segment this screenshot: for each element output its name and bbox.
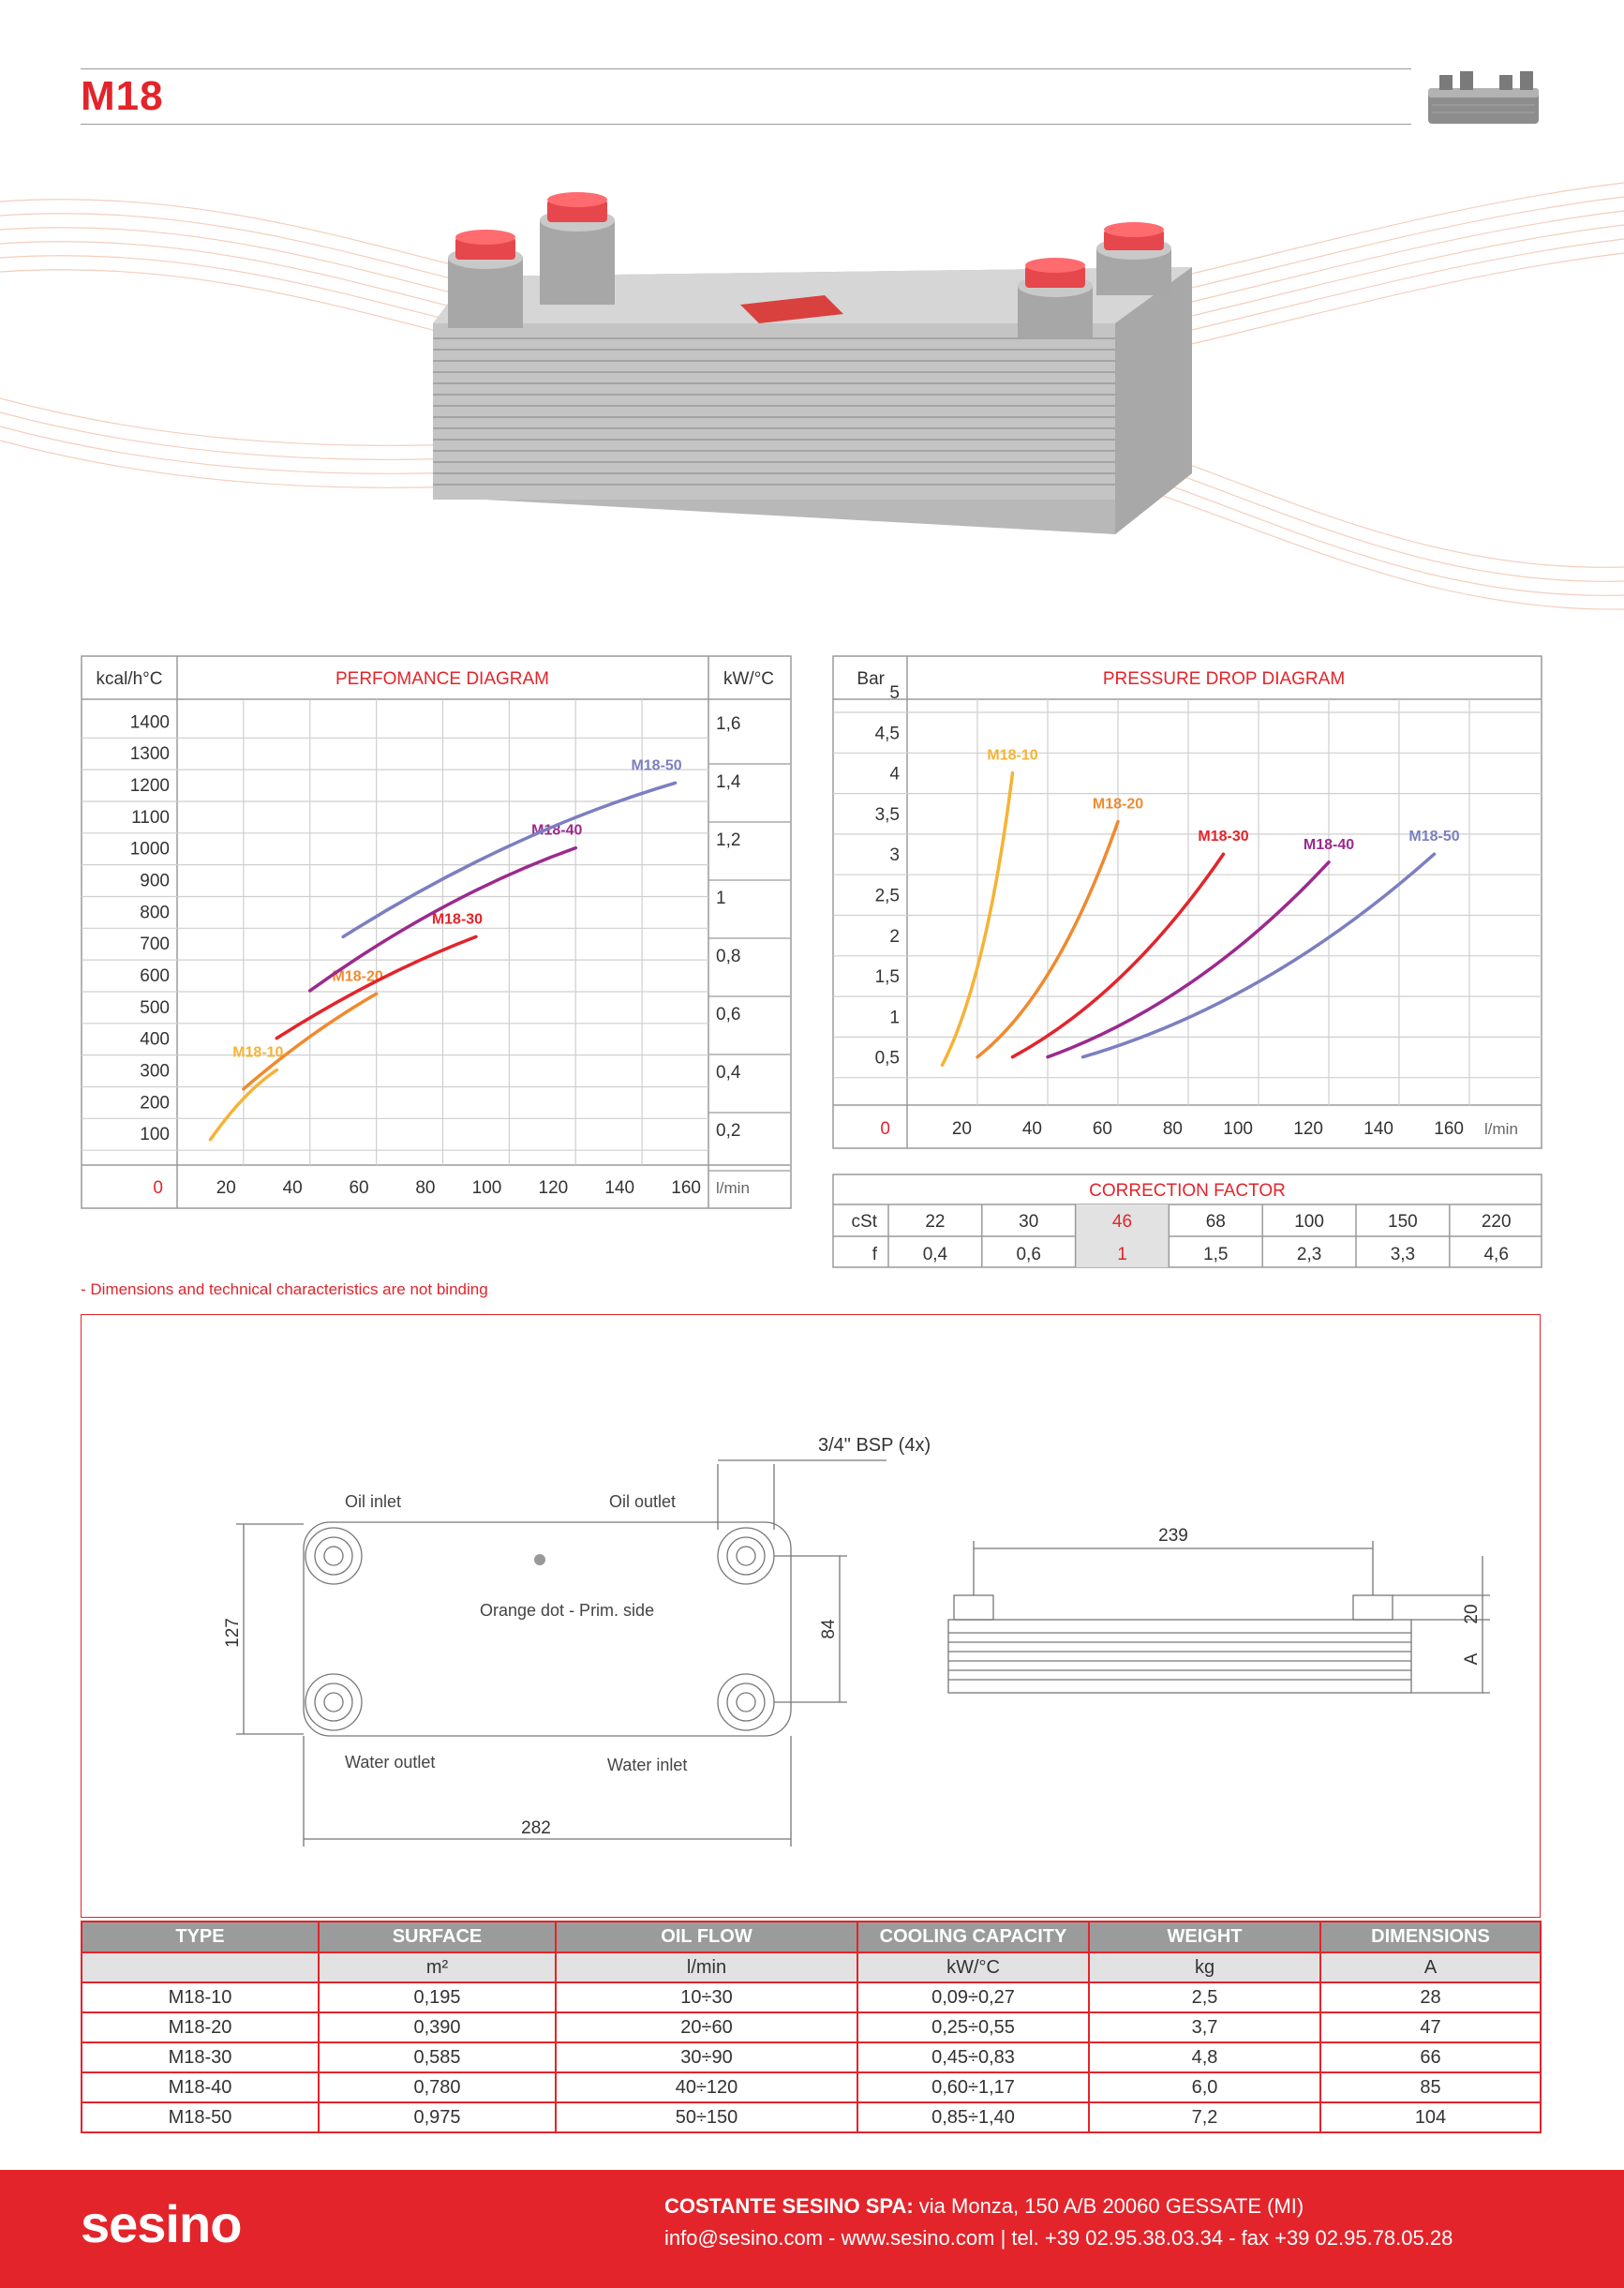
correction-cst-value: 150 — [1388, 1212, 1418, 1232]
pressure-xtick: 80 — [1162, 1119, 1183, 1139]
correction-f-value: 0,4 — [922, 1245, 948, 1264]
footer-company — [664, 2194, 1304, 2219]
unit-cell: m² — [319, 1952, 556, 1982]
perf-ytick-left: 1100 — [131, 807, 170, 828]
cell-dimensions: 28 — [1320, 1982, 1541, 2012]
cell-surface: 0,975 — [319, 2102, 556, 2132]
perf-series-label: M18-10 — [232, 1044, 284, 1061]
perf-ytick-left: 1000 — [129, 839, 170, 860]
pressure-ytick: 5 — [889, 683, 900, 703]
perf-xtick: 20 — [216, 1178, 236, 1198]
cell-weight: 2,5 — [1089, 1982, 1320, 2012]
perf-ytick-left: 600 — [140, 965, 170, 986]
correction-cst-value: 46 — [1111, 1212, 1133, 1232]
perf-ylabel-right: kW/°C — [723, 669, 775, 689]
perf-ytick-right: 1,2 — [716, 830, 741, 850]
perf-series-label: M18-20 — [332, 968, 383, 985]
perf-ytick-left: 1300 — [129, 744, 170, 765]
company-name: COSTANTE SESINO SPA: — [664, 2194, 914, 2218]
logo-text: sesino — [81, 2194, 242, 2253]
perf-ytick-left: 800 — [140, 903, 170, 923]
disclaimer-note: - Dimensions and technical characteristics are not binding — [81, 1280, 488, 1298]
dimension-127: 127 — [223, 1618, 243, 1648]
cell-type: M18-50 — [82, 2102, 319, 2132]
perf-xtick: 60 — [349, 1178, 369, 1198]
perf-xtick: 140 — [604, 1178, 635, 1198]
perf-xtick: 100 — [471, 1178, 502, 1198]
correction-row1-label: cSt — [851, 1212, 877, 1232]
perf-ytick-left: 200 — [140, 1093, 170, 1114]
water-inlet-label: Water inlet — [607, 1756, 688, 1774]
pressure-ytick: 4,5 — [874, 724, 900, 744]
header-type: TYPE — [82, 1922, 319, 1952]
pressure-series-label: M18-10 — [987, 747, 1038, 764]
header-dimensions: DIMENSIONS — [1320, 1922, 1541, 1952]
perf-xtick: 40 — [282, 1178, 303, 1198]
perf-ytick-right: 0,2 — [716, 1121, 741, 1141]
pressure-ytick: 3 — [889, 845, 900, 866]
perf-ytick-left: 400 — [140, 1029, 170, 1050]
dimension-84: 84 — [819, 1619, 839, 1639]
correction-f-value: 4,6 — [1483, 1245, 1509, 1264]
perf-title: PERFOMANCE DIAGRAM — [335, 669, 550, 689]
orange-dot-label: Orange dot - Prim. side — [480, 1601, 655, 1620]
pressure-ytick: 4 — [889, 764, 900, 785]
cell-cooling-capacity: 0,60÷1,17 — [857, 2072, 1089, 2102]
table-row — [82, 2102, 1541, 2132]
pressure-ylabel: Bar — [857, 669, 885, 689]
pressure-ytick: 2 — [889, 926, 900, 947]
company-address: via Monza, 150 A/B 20060 GESSATE (MI) — [913, 2194, 1304, 2218]
perf-xtick: 120 — [538, 1178, 569, 1198]
correction-f-value: 1,5 — [1203, 1245, 1229, 1264]
dimension-a: A — [1462, 1652, 1482, 1666]
perf-ytick-left: 300 — [140, 1061, 170, 1082]
header-oil-flow: OIL FLOW — [556, 1922, 857, 1952]
correction-f-value: 2,3 — [1296, 1245, 1322, 1264]
cell-weight: 7,2 — [1089, 2102, 1320, 2132]
correction-f-value: 1 — [1117, 1245, 1127, 1264]
correction-row2-label: f — [872, 1245, 877, 1264]
perf-xtick: 160 — [671, 1178, 701, 1198]
oil-inlet-label: Oil inlet — [345, 1492, 402, 1511]
pressure-ytick: 2,5 — [874, 886, 900, 906]
table-row — [82, 2072, 1541, 2102]
dimension-239: 239 — [1158, 1526, 1188, 1546]
perf-series-label: M18-40 — [531, 822, 583, 839]
performance-chart — [81, 655, 793, 1210]
perf-xtick: 80 — [415, 1178, 436, 1198]
pressure-drop-chart — [832, 655, 1543, 1150]
pressure-ytick: 1 — [889, 1008, 900, 1028]
header-rule-bottom — [81, 124, 1411, 125]
page-title: M18 — [81, 73, 164, 119]
product-image — [0, 164, 1624, 614]
correction-title: CORRECTION FACTOR — [1089, 1181, 1286, 1201]
perf-ytick-right: 0,6 — [716, 1005, 741, 1024]
pressure-xtick: 120 — [1293, 1119, 1323, 1139]
cell-oil-flow: 40÷120 — [556, 2072, 857, 2102]
perf-origin: 0 — [153, 1178, 163, 1198]
correction-f-value: 3,3 — [1390, 1245, 1416, 1264]
unit-cell: A — [1320, 1952, 1541, 1982]
cell-cooling-capacity: 0,25÷0,55 — [857, 2012, 1089, 2042]
unit-cell: kW/°C — [857, 1952, 1089, 1982]
pressure-title: PRESSURE DROP DIAGRAM — [1102, 669, 1346, 689]
cell-dimensions: 66 — [1320, 2042, 1541, 2072]
pressure-xtick: 20 — [951, 1119, 972, 1139]
perf-ytick-left: 900 — [140, 871, 170, 891]
table-row — [82, 1982, 1541, 2012]
correction-cst-value: 30 — [1019, 1212, 1039, 1232]
perf-series-label: M18-50 — [631, 757, 682, 774]
correction-factor-table — [832, 1174, 1543, 1269]
header-surface: SURFACE — [319, 1922, 556, 1952]
perf-ytick-left: 1200 — [129, 775, 170, 796]
product-thumbnail-icon — [1423, 67, 1544, 129]
perf-ytick-right: 1,6 — [716, 714, 741, 734]
cell-dimensions: 47 — [1320, 2012, 1541, 2042]
table-units-row — [82, 1952, 1541, 1982]
header-weight: WEIGHT — [1089, 1922, 1320, 1952]
unit-cell: l/min — [556, 1952, 857, 1982]
header-cooling-capacity: COOLING CAPACITY — [857, 1922, 1089, 1952]
pressure-xunit: l/min — [1484, 1120, 1518, 1138]
cell-weight: 6,0 — [1089, 2072, 1320, 2102]
correction-cst-value: 68 — [1205, 1212, 1226, 1232]
cell-weight: 3,7 — [1089, 2012, 1320, 2042]
pressure-ytick: 0,5 — [874, 1048, 900, 1069]
pressure-xtick: 140 — [1363, 1119, 1393, 1139]
cell-surface: 0,390 — [319, 2012, 556, 2042]
technical-drawing — [81, 1314, 1541, 1918]
cell-oil-flow: 50÷150 — [556, 2102, 857, 2132]
oil-outlet-label: Oil outlet — [609, 1492, 677, 1511]
perf-ytick-left: 100 — [140, 1125, 170, 1145]
spec-table — [81, 1921, 1542, 2133]
pressure-series-label: M18-30 — [1198, 829, 1249, 845]
water-outlet-label: Water outlet — [345, 1753, 436, 1772]
cell-cooling-capacity: 0,09÷0,27 — [857, 1982, 1089, 2012]
perf-ytick-right: 0,4 — [716, 1063, 741, 1083]
correction-f-value: 0,6 — [1016, 1245, 1041, 1264]
cell-surface: 0,780 — [319, 2072, 556, 2102]
dimension-282: 282 — [521, 1818, 551, 1838]
cell-oil-flow: 30÷90 — [556, 2042, 857, 2072]
cell-surface: 0,195 — [319, 1982, 556, 2012]
table-row — [82, 2042, 1541, 2072]
correction-cst-value: 220 — [1481, 1212, 1512, 1232]
cell-surface: 0,585 — [319, 2042, 556, 2072]
sesino-logo[interactable] — [81, 2193, 241, 2254]
pressure-xtick: 60 — [1092, 1119, 1112, 1139]
perf-ylabel-left: kcal/h°C — [96, 669, 163, 689]
unit-cell: kg — [1089, 1952, 1320, 1982]
correction-cst-value: 22 — [925, 1212, 946, 1232]
cell-type: M18-10 — [82, 1982, 319, 2012]
header-rule-top — [81, 68, 1411, 69]
perf-ytick-left: 500 — [140, 997, 170, 1018]
cell-type: M18-30 — [82, 2042, 319, 2072]
pressure-ytick: 3,5 — [874, 804, 900, 825]
pressure-ytick: 1,5 — [874, 967, 900, 988]
perf-ytick-left: 1400 — [129, 712, 170, 733]
footer-contact: info@sesino.com - www.sesino.com | tel. +39 02.95.38.03.34 - fax +39 02.95.78.05.28 — [664, 2226, 1453, 2250]
table-header-row — [82, 1922, 1541, 1952]
cell-oil-flow: 20÷60 — [556, 2012, 857, 2042]
pressure-xtick: 160 — [1434, 1119, 1464, 1139]
table-row — [82, 2012, 1541, 2042]
cell-dimensions: 85 — [1320, 2072, 1541, 2102]
cell-type: M18-40 — [82, 2072, 319, 2102]
cell-cooling-capacity: 0,85÷1,40 — [857, 2102, 1089, 2132]
orange-dot-icon — [534, 1554, 545, 1565]
perf-ytick-right: 1,4 — [716, 772, 741, 792]
perf-series-label: M18-30 — [431, 911, 484, 928]
perf-ytick-left: 700 — [140, 935, 170, 955]
perf-ytick-right: 0,8 — [716, 947, 741, 966]
cell-cooling-capacity: 0,45÷0,83 — [857, 2042, 1089, 2072]
cell-dimensions: 104 — [1320, 2102, 1541, 2132]
pressure-xtick: 40 — [1021, 1119, 1042, 1139]
cell-weight: 4,8 — [1089, 2042, 1320, 2072]
pressure-origin: 0 — [880, 1119, 890, 1139]
pressure-xtick: 100 — [1223, 1119, 1253, 1139]
cell-oil-flow: 10÷30 — [556, 1982, 857, 2012]
cell-type: M18-20 — [82, 2012, 319, 2042]
pressure-series-label: M18-40 — [1303, 836, 1355, 853]
unit-cell — [82, 1952, 319, 1982]
dimension-20: 20 — [1462, 1604, 1482, 1624]
pressure-series-label: M18-50 — [1408, 829, 1460, 845]
correction-cst-value: 100 — [1294, 1212, 1324, 1232]
pressure-series-label: M18-20 — [1092, 796, 1144, 813]
perf-ytick-right: 1 — [716, 889, 726, 908]
perf-xunit: l/min — [716, 1179, 750, 1197]
bsp-label: 3/4" BSP (4x) — [818, 1435, 931, 1456]
